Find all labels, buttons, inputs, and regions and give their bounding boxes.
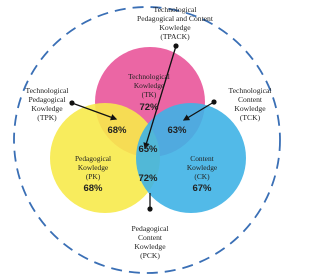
pck-label [131,224,168,260]
tpk-label [26,86,69,122]
pck-label-line-3: Kowledge [134,242,166,251]
ck-name-line-1: Content [190,154,214,163]
pk-name-line-3: (PK) [85,172,101,181]
tck-value: 63% [167,125,187,136]
tck-label-line-2: Content [237,95,263,104]
tpack-label-line-4: (TPACK) [160,32,190,41]
pk-value: 68% [83,183,103,194]
tpk-label-line-3: Kowledge [31,104,63,113]
tck-label-line-1: Technological [228,86,272,95]
tpack-label-line-3: Kowledge [159,23,191,32]
pck-label-line-4: (PCK) [140,251,160,260]
tk-name-line-2: Kowledge [133,81,165,90]
tpack-value: 65% [138,144,158,155]
pk-name-line-1: Pedagogical [74,154,112,163]
tpack-pointer-dot [173,43,178,48]
pck-label-line-2: Content [137,233,163,242]
tpk-value: 68% [107,125,127,136]
tck-label-line-3: Kowledge [234,104,266,113]
tck-pointer-dot [211,99,216,104]
tk-value: 72% [139,102,159,113]
tpack-label-line-1: Technological [153,5,197,14]
tpk-label-line-2: Pedagogical [28,95,66,104]
tck-label [229,86,272,122]
tpk-label-line-1: Technological [25,86,69,95]
pck-pointer-dot [147,206,152,211]
ck-name-line-2: Kowledge [186,163,218,172]
tpk-pointer-dot [69,100,74,105]
tpk-label-line-4: (TPK) [37,113,57,122]
tk-name-line-1: Technological [128,72,170,81]
pk-name-line-2: Kowledge [77,163,109,172]
ck-value: 67% [192,183,212,194]
tk-name-line-3: (TK) [141,90,157,99]
ck-name-line-3: (CK) [194,172,210,181]
tpack-label [137,5,214,41]
pck-value: 72% [138,173,158,184]
tpack-label-line-2: Pedagogical and Content [137,14,213,23]
pck-label-line-1: Pedagogical [131,224,169,233]
tck-label-line-4: (TCK) [239,113,261,122]
